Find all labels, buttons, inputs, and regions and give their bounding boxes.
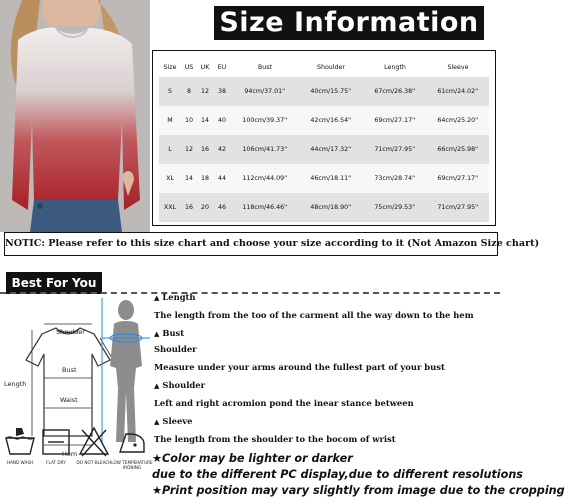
best-for-you-label: Best For You (6, 272, 102, 294)
definition-length-desc: The length from the too of the carment all the way down to the hem (154, 310, 474, 320)
header-uk: UK (200, 63, 210, 71)
model-wearing-sweatshirt-image (0, 0, 150, 232)
size-chart (152, 50, 496, 226)
table-cell: 71cm/27.95'' (427, 193, 489, 222)
table-cell: 75cm/29.53'' (363, 193, 427, 222)
care-label-no-bleach: DO NOT BLEACH (76, 460, 112, 465)
mannequin-icon (100, 296, 152, 444)
no-bleach-icon (76, 424, 112, 458)
print-position-note: ★Print position may vary slightly from image due to the cropping (152, 484, 565, 497)
definition-bust-desc: Measure under your arms around the fullest part of your bust (154, 362, 445, 372)
definition-sleeve-desc: The length from the shoulder to the bocom of wrist (154, 434, 396, 444)
table-cell: 67cm/26.38'' (363, 77, 427, 106)
definition-bust-title: ▲ Bust (154, 328, 185, 338)
table-cell: 12 (181, 135, 197, 164)
diagram-label-hem: Hem (62, 450, 78, 458)
care-label-flat-dry: FLAT DRY (46, 460, 66, 465)
triangle-icon: ▲ (154, 381, 160, 390)
table-cell: 40cm/15.75'' (299, 77, 363, 106)
diagram-label-shoulder: Shoulder (56, 328, 85, 336)
hand-wash-icon (2, 424, 38, 458)
triangle-icon: ▲ (154, 417, 160, 426)
table-cell: 64cm/25.20'' (427, 106, 489, 135)
care-label-low-iron: LOW TEMPERATURE IRONING (111, 460, 153, 470)
table-row (159, 135, 489, 164)
color-note: ★Color may be lighter or darker (152, 452, 353, 465)
table-cell: 40 (213, 106, 231, 135)
header-shoulder: Shoulder (316, 63, 346, 71)
header-eu: EU (217, 63, 227, 71)
table-cell: 66cm/25.98'' (427, 135, 489, 164)
table-cell: M (159, 106, 181, 135)
low-iron-icon (114, 424, 150, 458)
size-table (159, 57, 489, 222)
table-cell: XL (159, 164, 181, 193)
table-cell: 46 (213, 193, 231, 222)
table-row (159, 106, 489, 135)
table-cell: 94cm/37.01'' (231, 77, 299, 106)
table-row (159, 193, 489, 222)
definition-shoulder-title: ▲ Shoulder (154, 380, 205, 390)
flat-dry-icon (38, 424, 74, 458)
table-cell: 46cm/18.11'' (299, 164, 363, 193)
table-cell: 16 (181, 193, 197, 222)
definition-length-title: ▲ Length (154, 292, 196, 302)
header-size: Size (163, 63, 177, 71)
triangle-icon: ▲ (154, 293, 160, 302)
table-header-row (159, 57, 489, 77)
definition-sleeve-title: ▲ Sleeve (154, 416, 193, 426)
table-cell: L (159, 135, 181, 164)
care-item-low-iron (111, 424, 153, 484)
care-item-flat-dry (38, 424, 74, 484)
table-cell: 69cm/27.17'' (363, 106, 427, 135)
display-note: due to the different PC display,due to different resolutions (152, 468, 523, 481)
table-cell: 44 (213, 164, 231, 193)
table-cell: 42cm/16.54'' (299, 106, 363, 135)
care-item-hand-wash (2, 424, 38, 484)
table-cell: 16 (197, 135, 213, 164)
header-bust: Bust (257, 63, 273, 71)
size-information-banner: Size Information (214, 6, 484, 40)
table-cell: 61cm/24.02'' (427, 77, 489, 106)
table-cell: 12 (197, 77, 213, 106)
table-cell: 71cm/27.95'' (363, 135, 427, 164)
triangle-icon: ▲ (154, 329, 160, 338)
table-cell: 20 (197, 193, 213, 222)
table-row (159, 77, 489, 106)
table-cell: 73cm/28.74'' (363, 164, 427, 193)
table-cell: 14 (197, 106, 213, 135)
table-cell: S (159, 77, 181, 106)
table-cell: 100cm/39.37'' (231, 106, 299, 135)
table-row (159, 164, 489, 193)
care-label-hand-wash: HAND WASH (6, 460, 34, 465)
diagram-label-waist: Waist (60, 396, 78, 404)
diagram-label-bust: Bust (62, 366, 77, 374)
table-cell: 14 (181, 164, 197, 193)
table-cell: 10 (181, 106, 197, 135)
table-cell: 8 (181, 77, 197, 106)
table-cell: 42 (213, 135, 231, 164)
section-divider (0, 292, 500, 294)
header-us: US (184, 63, 194, 71)
header-sleeve: Sleeve (447, 63, 469, 71)
table-cell: 38 (213, 77, 231, 106)
table-cell: 18 (197, 164, 213, 193)
table-cell: 44cm/17.32'' (299, 135, 363, 164)
size-chart-notice: NOTIC: Please refer to this size chart and choose your size according to it (Not Amazon Size chart) (4, 232, 498, 256)
diagram-label-length: Length (4, 380, 27, 388)
table-cell: XXL (159, 193, 181, 222)
care-item-no-bleach (76, 424, 112, 484)
table-cell: 69cm/27.17'' (427, 164, 489, 193)
product-photo (0, 0, 150, 232)
definition-shoulder-desc: Left and right acromion pond the inear stance between (154, 398, 414, 408)
table-cell: 106cm/41.73'' (231, 135, 299, 164)
table-cell: 48cm/18.90'' (299, 193, 363, 222)
table-cell: 112cm/44.09'' (231, 164, 299, 193)
definition-bust-sub: Shoulder (154, 344, 197, 354)
mannequin-figure (100, 296, 152, 444)
care-instructions (0, 424, 152, 500)
table-cell: 118cm/46.46'' (231, 193, 299, 222)
header-length: Length (384, 63, 406, 71)
